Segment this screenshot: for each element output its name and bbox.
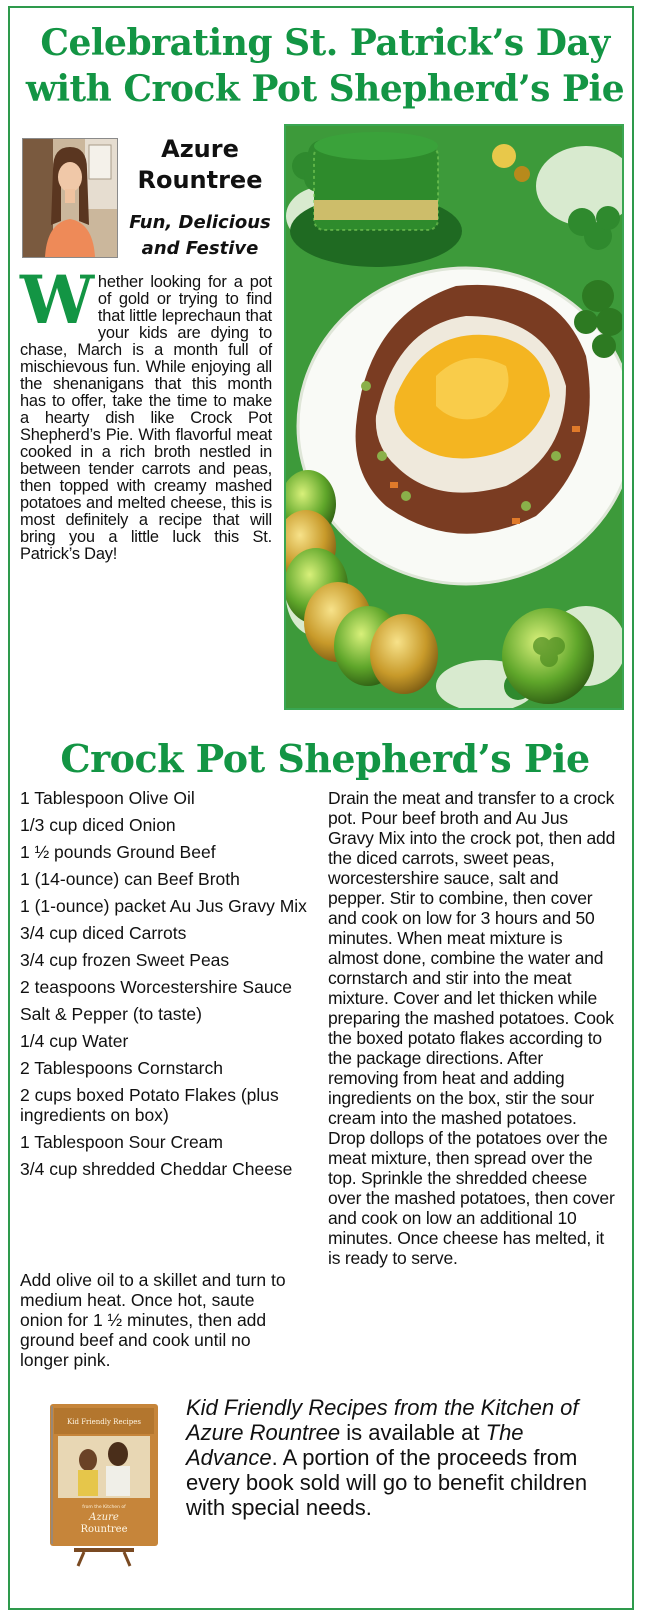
directions-part-2: Drain the meat and transfer to a crock pot. Pour beef broth and Au Jus Gravy Mix into the crock pot, then add the diced carrots, sweet peas, worcestershire sauce, salt and pepper. Stir to combine, then cover and cook on low for 3 hours and 50 minutes. When meat mixture is almost done, combine the water and cornstarch and stir into the meat mixture. Cover and let thicken while preparing the mashed potatoes. Cook the boxed potato flakes according to the package directions. After removing from heat and adding ingredients on the box, stir the sour cream into the mashed potatoes. Drop dollops of the potatoes over the meat mixture, then spread over the top. Sprinkle the shredded cheese over the mashed potatoes, then cover and cook on low an additional 10 minutes. Once cheese has melted, it is ready to serve. (328, 788, 616, 1268)
ingredient-item: 3/4 cup frozen Sweet Peas (20, 950, 230, 970)
ingredient-item: 2 Tablespoons Cornstarch (20, 1058, 223, 1078)
author-tagline-line-2: and Festive (141, 238, 259, 259)
cookbook-cover-illustration (44, 1402, 164, 1567)
ingredient-item: 1 (1-ounce) packet Au Jus Gravy Mix (20, 896, 307, 916)
article-title-line-2: with Crock Pot Shepherd’s Pie (25, 68, 625, 110)
ingredient-item: 3/4 cup diced Carrots (20, 923, 187, 943)
author-portrait-illustration (23, 139, 117, 257)
shepherds-pie-illustration (286, 126, 622, 708)
cookbook-note-publication: The Advance (186, 1420, 524, 1470)
cookbook-cover-author-last: Rountree (80, 1524, 128, 1535)
cookbook-note-rest: . A portion of the proceeds from every book sold will go to benefit children with special needs. (186, 1445, 588, 1520)
cookbook-note-title: Kid Friendly Recipes from the Kitchen of Azure Rountree (186, 1395, 579, 1445)
intro-text: hether looking for a pot of gold or trying to find that little leprechaun that your kids are dying to chase, March is a month full of mischievous fun. While enjoying all the shenanigans that this month has to offer, take the time to make a hearty dish like Crock Pot Shepherd’s Pie. With flavorful meat cooked in a rich broth nestled in between tender carrots and peas, then topped with creamy mashed potatoes and melted cheese, this is most definitely a recipe that will bring you a little luck this St. Patrick’s Day! (20, 273, 272, 563)
cookbook-note (186, 1395, 616, 1520)
directions-part-1: Add olive oil to a skillet and turn to medium heat. Once hot, saute onion for 1 ½ minutes, then add ground beef and cook until no longer pink. (20, 1270, 286, 1370)
ingredient-item: 1/3 cup diced Onion (20, 815, 176, 835)
cookbook-cover-photo (44, 1402, 164, 1567)
author-photo (22, 138, 118, 258)
ingredient-item: Salt & Pepper (to taste) (20, 1004, 202, 1024)
author-last-name: Rountree (137, 166, 263, 194)
ingredient-item: 1 (14-ounce) can Beef Broth (20, 869, 240, 889)
article-title (0, 20, 650, 112)
cookbook-note-mid: is available at (340, 1420, 486, 1445)
author-tagline (124, 210, 276, 262)
ingredient-item: 3/4 cup shredded Cheddar Cheese (20, 1159, 293, 1179)
ingredient-item: 2 teaspoons Worcestershire Sauce (20, 977, 293, 997)
ingredients-list (20, 788, 314, 1186)
author-first-name: Azure (161, 135, 239, 163)
ingredient-item: 1 Tablespoon Olive Oil (20, 788, 195, 808)
ingredient-item: 1/4 cup Water (20, 1031, 129, 1051)
cookbook-cover-author-first: Azure (89, 1512, 119, 1523)
cookbook-cover-title: Kid Friendly Recipes (67, 1418, 141, 1426)
article-title-line-1: Celebrating St. Patrick’s Day (40, 22, 610, 64)
author-tagline-line-1: Fun, Delicious (129, 212, 271, 233)
cookbook-cover-from: from the Kitchen of (82, 1505, 126, 1510)
recipe-title: Crock Pot Shepherd’s Pie (60, 736, 590, 781)
ingredient-item: 2 cups boxed Potato Flakes (plus ingredients on box) (20, 1085, 279, 1125)
shepherds-pie-photo (284, 124, 624, 710)
intro-dropcap: W (20, 261, 94, 339)
ingredient-item: 1 ½ pounds Ground Beef (20, 842, 216, 862)
author-name (124, 134, 276, 196)
ingredient-item: 1 Tablespoon Sour Cream (20, 1132, 223, 1152)
intro-paragraph (20, 261, 272, 563)
